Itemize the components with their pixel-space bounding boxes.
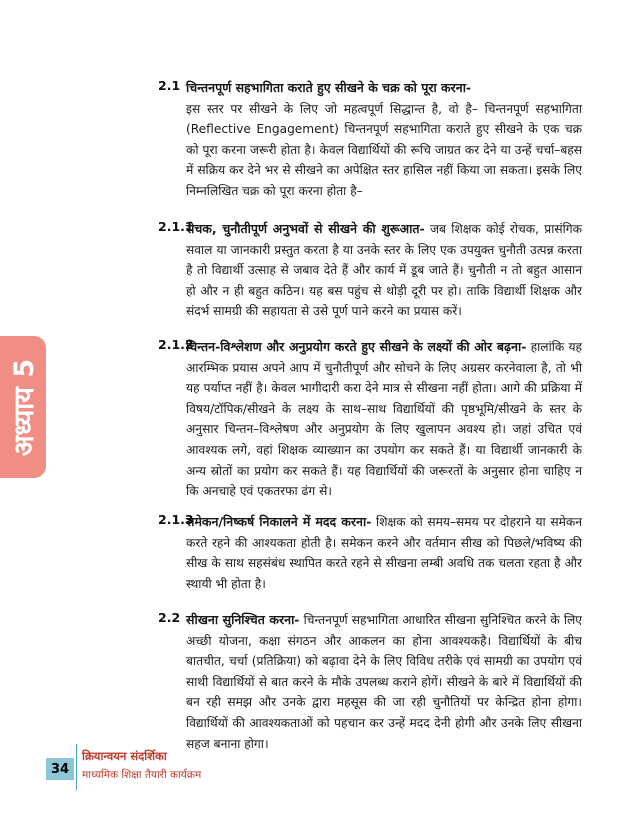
page-number: 34 <box>46 758 74 780</box>
section-number: 2.2 <box>158 610 181 625</box>
footer-title: क्रियान्वयन संदर्शिका <box>82 749 167 763</box>
section-body: इस स्तर पर सीखने के लिए जो महत्वपूर्ण सिद्धान्त है, वो है– चिन्तनपूर्ण सहभागिता (Reflective Engagement) चिन्तनपूर्ण सहभागिता कराते हुए सीखने के एक चक्र को पूरा करना जरूरी होता है। केवल विद्यार्थियों की रूचि जाग्रत कर देने या उन्हें चर्चा–बहस में सक्रिय कर देने भर से सीखने का अपेक्षित स्तर हासिल नहीं किया जा सकता। इसके लिए निम्नलिखित चक्र को पूरा करना होता है– <box>186 101 582 198</box>
chapter-side-tab <box>0 336 46 478</box>
section-2-1-1 <box>158 219 583 322</box>
section-2-2 <box>158 610 583 754</box>
section-heading: समेकन/निष्कर्ष निकालने में मदद करना- <box>186 514 372 529</box>
section-2-1-3 <box>158 512 582 594</box>
section-heading: चिन्तनपूर्ण सहभागिता कराते हुए सीखने के चक्र को पूरा करना- <box>186 80 472 95</box>
footer-subtitle: माध्यमिक शिक्षा तैयारी कार्यक्रम <box>82 769 202 781</box>
footer-divider <box>76 744 77 790</box>
section-body: शिक्षक को समय–समय पर दोहराने या समेकन करते रहने की आश्यकता होती है। समेकन करने और वर्तमान सीख को पिछले/भविष्य की सीख के साथ सहसंबंध स्थापित करते रहने से सीखना लम्बी अवधि तक चलता रहता है और स्थायी भी होता है। <box>186 515 582 591</box>
section-heading: रोचक, चुनौतीपूर्ण अनुभवों से सीखने की शुरूआत- <box>186 221 425 236</box>
section-heading: सीखना सुनिश्चित करना- <box>186 612 300 627</box>
chapter-side-tab-label: अध्याय 5 <box>9 358 41 456</box>
section-number: 2.1 <box>158 78 181 93</box>
section-number: 2.1.3 <box>158 512 194 527</box>
section-body: जब शिक्षक कोई रोचक, प्रासंगिक सवाल या जानकारी प्रस्तुत करता है या उनके स्तर के लिए एक उपयुक्त चुनौती उत्पन्न करता है तो विद्यार्थी उत्साह से जबाव देते हैं और कार्य में डूब जाते हैं। चुनौती न तो बहुत आसान हो और न ही बहुत कठिन। यह बस पहुंच से थोड़ी दूरी पर हो। ताकि विद्यार्थी शिक्षक और संदर्भ सामग्री की सहायता से उसे पूर्ण पाने करने का प्रयास करें। <box>186 222 583 319</box>
section-heading: चिन्तन-विश्लेशण और अनुप्रयोग करते हुए सीखने के लक्ष्यों की ओर बढ़ना- <box>186 339 527 354</box>
section-number: 2.1.1 <box>158 219 194 234</box>
section-number: 2.1.2 <box>158 337 194 352</box>
section-body: हालांकि यह आरम्भिक प्रयास अपने आप में चुनौतीपूर्ण और सोचने के लिए अग्रसर करनेवाला है, तो भी यह पर्याप्त नहीं है। केवल भागीदारी करा देने मात्र से सीखना नहीं होता। आगे की प्रक्रिया में विषय/टॉपिक/सीखने के लक्ष्य के साथ–साथ विद्यार्थियों की पृष्ठभूमि/सीखने के स्तर के अनुसार चिन्तन–विश्लेषण और अनुप्रयोग के लिए खुलापन अवश्य हो। जहां उचित एवं आवश्यक लगे, वहां शिक्षक व्याख्यान का उपयोग कर सकते हैं। या विद्यार्थी जानकारी के अन्य स्रोतों का प्रयोग कर सकते हैं। यह विद्यार्थियों की जरूरतों के अनुसार होना चाहिए न कि अनचाहे एवं एकतरफा ढंग से। <box>186 340 583 499</box>
section-body: चिन्तनपूर्ण सहभागिता आधारित सीखना सुनिश्चित करने के लिए अच्छी योजना, कक्षा संगठन और आकलन का होना आवश्यकहै। विद्यार्थियों के बीच बातचीत, चर्चा (प्रतिक्रिया) को बढ़ावा देने के लिए विविध तरीके एवं सामग्री का उपयोग एवं साथी विद्यार्थियों से बात करने के मौके उपलब्ध कराने होगें। सीखने के बारे में विद्यार्थियों की बन रही समझ और उनके द्वारा महसूस की जा रही चुनौतियों पर केन्द्रित होना होगा। विद्यार्थियों की आवश्यकताओं को पहचान कर उन्हें मदद देनी होगी और उनके लिए सीखना सहज बनाना होगा। <box>186 613 583 751</box>
section-2-1 <box>158 78 582 202</box>
section-2-1-2 <box>158 337 583 502</box>
